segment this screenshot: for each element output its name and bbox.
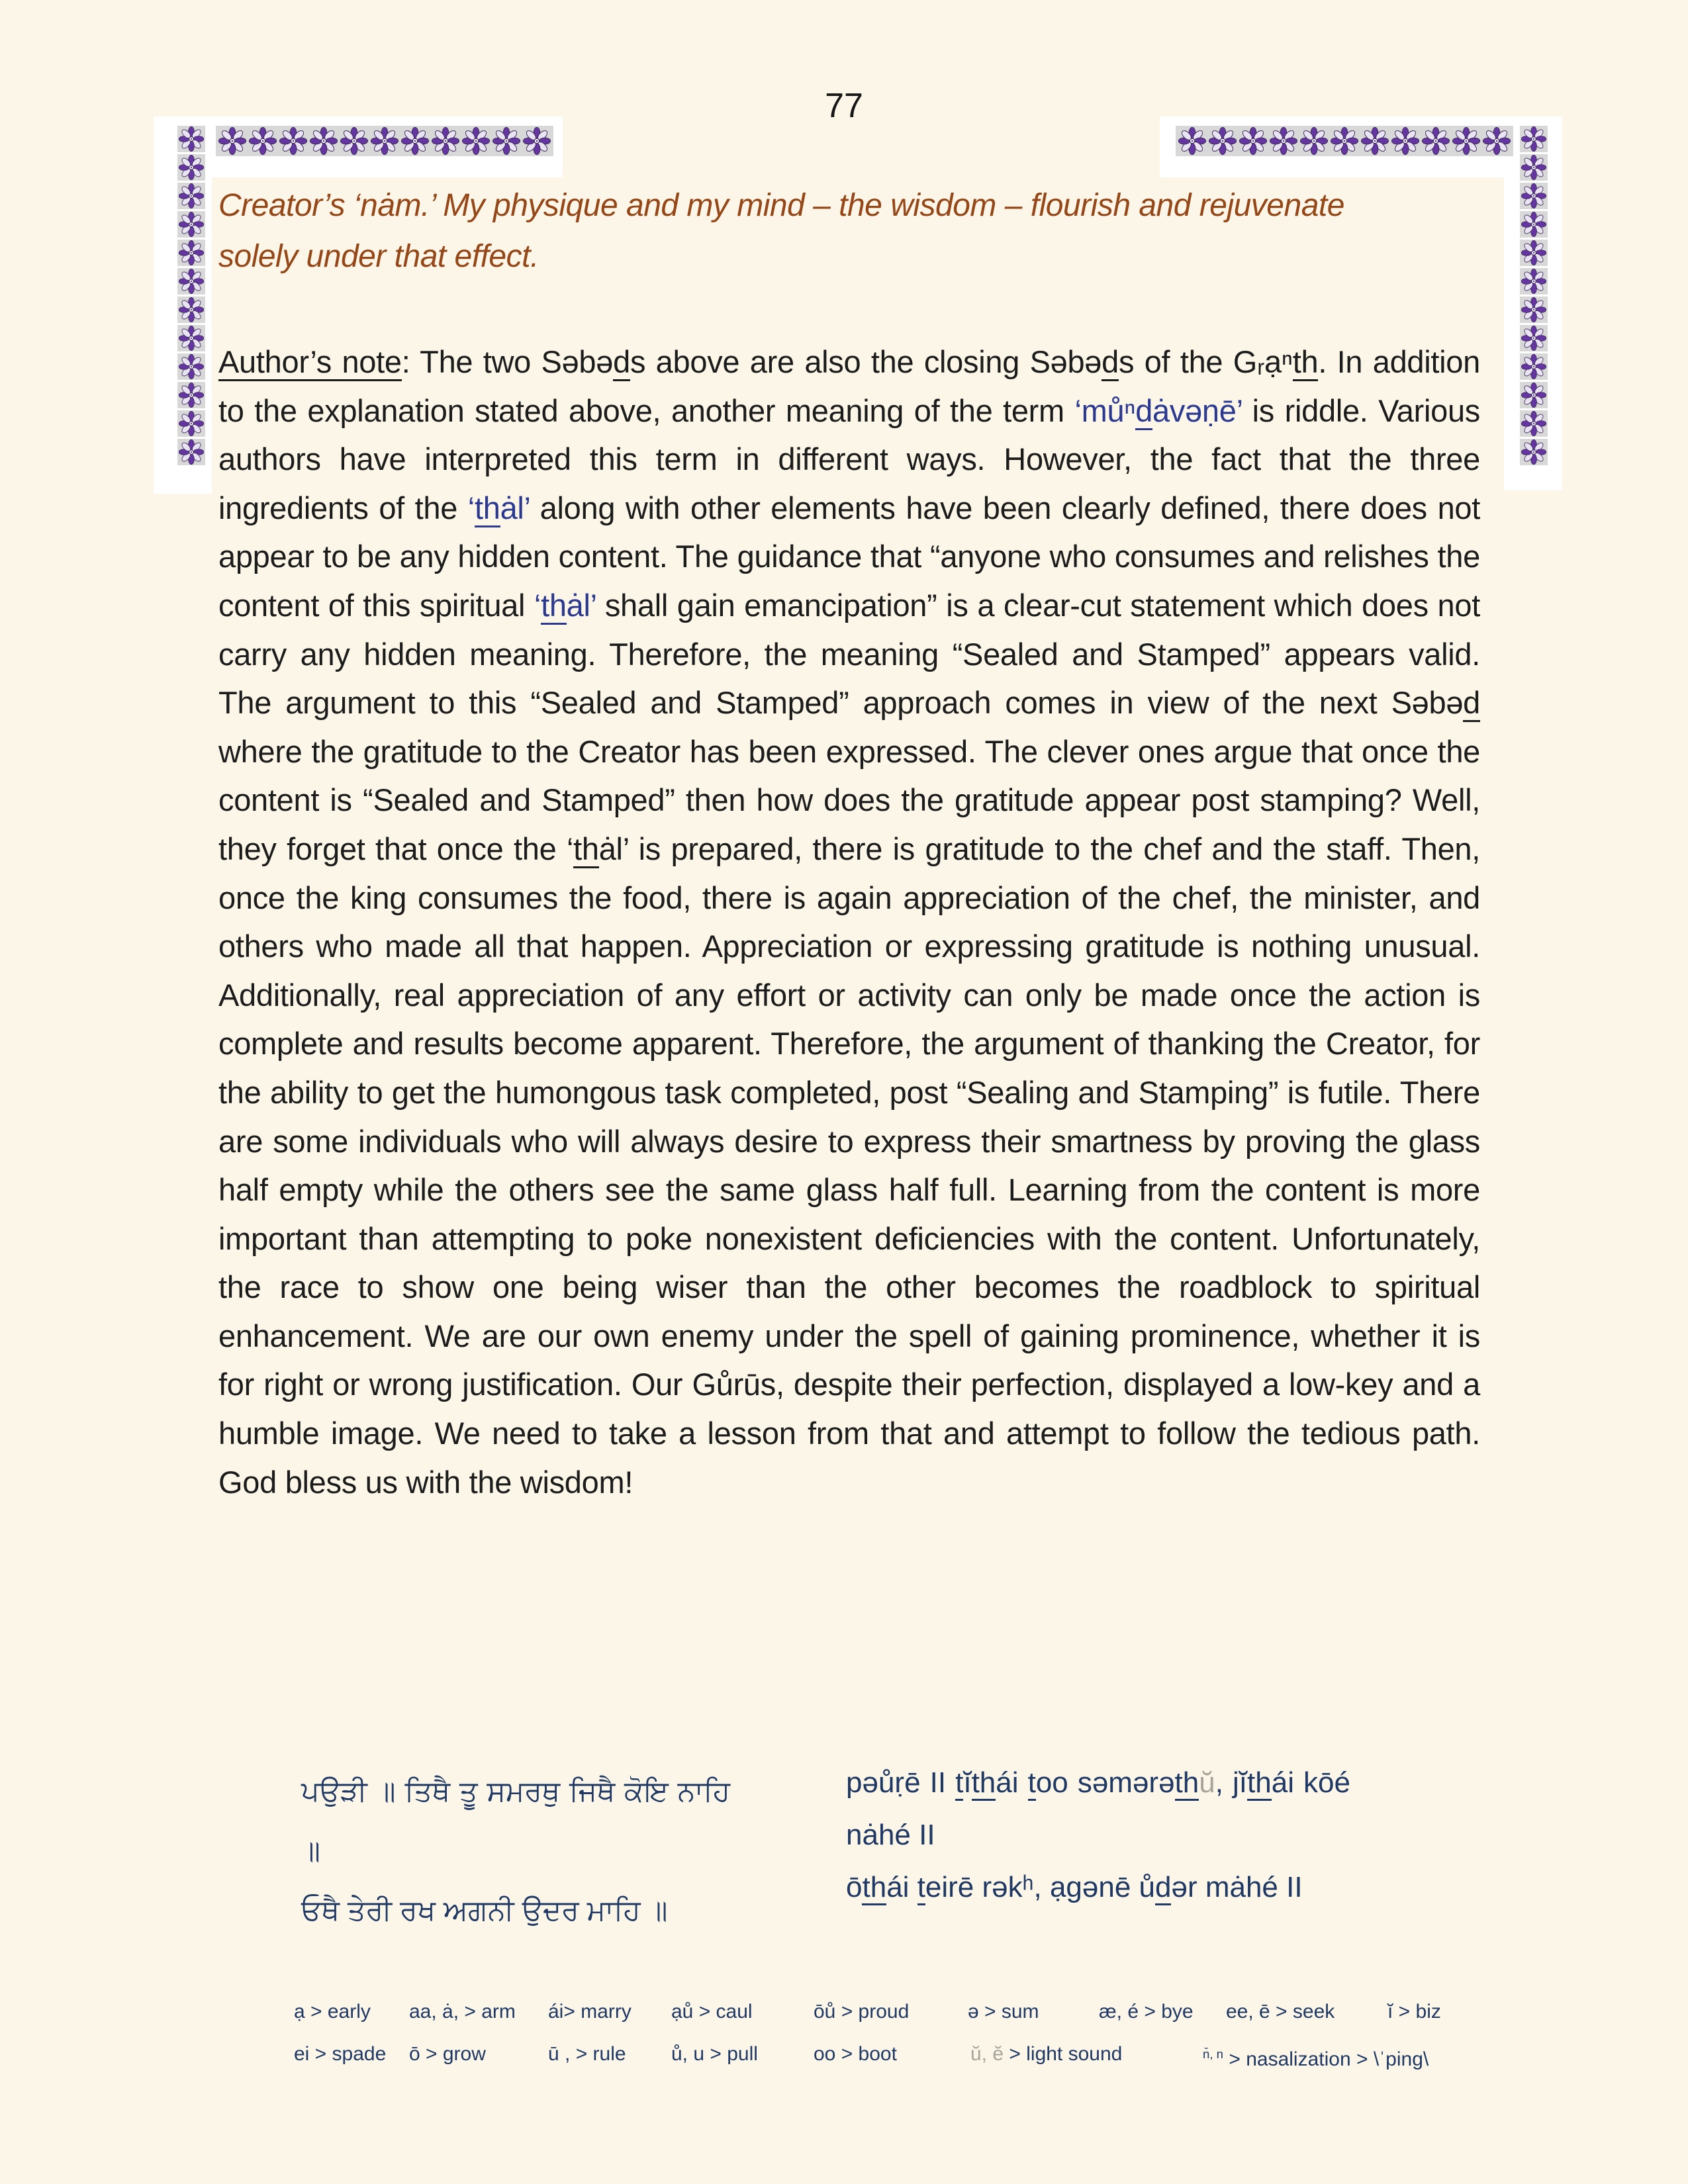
flower-ornament-icon <box>177 211 205 238</box>
floral-border-top-right-horizontal <box>1176 126 1513 156</box>
flower-ornament-icon <box>1481 126 1512 156</box>
text-run: n̆, n <box>1203 2047 1224 2061</box>
text-run: th <box>1293 344 1319 381</box>
text-run: ů, u > pull <box>671 2043 758 2065</box>
text-run: ȧl’ is prepared, there is gratitude to the chef and the staff. Then, once the king consumes the food, there is again appreciation of the chef, the minister, and others who made all that happen. Appreciation or expressing gratitude is nothing unusual. Additionally, real appreciation of any effort or activity can only be made once the action is complete and results become apparent. Therefore, the argument of thanking the Creator, for the ability to get the humongous task completed, post “Sealing and Stamping” is futile. There are some individuals who will always desire to express their smartness by proving the glass half empty while the others see the same glass half full. Learning from the content is more important than attempting to poke nonexistent deficiencies with the content. Unfortunately, the race to show one being wiser than the other becomes the roadblock to spiritual enhancement. We are our own enemy under the spell of gaining prominence, whether it is for right or wrong justification. Our Gůrūs, despite their perfection, displayed a low-key and a humble image. We need to take a lesson from that and attempt to follow the tedious path. God bless us with the wisdom! <box>218 831 1481 1500</box>
text-run: ȧl’ <box>566 587 596 623</box>
pronunciation-entry <box>814 1999 909 2025</box>
flower-ornament-icon <box>369 126 400 156</box>
flower-ornament-icon <box>1360 126 1390 156</box>
flower-ornament-icon <box>177 154 205 181</box>
text-run: is riddle. Various authors have interpreted this term in different ways. However, the fact that the three ingredients of the <box>218 392 1480 525</box>
text-run: th <box>862 1871 886 1905</box>
text-run: th <box>541 588 567 625</box>
flower-ornament-icon <box>177 126 205 152</box>
flower-ornament-icon <box>177 382 205 408</box>
text-run: ō > grow <box>409 2043 486 2065</box>
flower-ornament-icon <box>177 325 205 351</box>
text-run: t <box>1028 1766 1036 1801</box>
flower-ornament-icon <box>522 126 552 156</box>
pronunciation-entry <box>970 2041 1122 2068</box>
flower-ornament-icon <box>1299 126 1329 156</box>
text-run: d <box>1102 344 1119 381</box>
quote-line: solely under that effect. <box>218 239 539 274</box>
text-run: th <box>573 831 599 868</box>
flower-ornament-icon <box>177 296 205 323</box>
pronunciation-entry <box>671 1999 753 2025</box>
gurmukhi-column <box>301 1762 730 1940</box>
text-run: d <box>1463 685 1480 722</box>
flower-ornament-icon <box>461 126 491 156</box>
text-run: oo > boot <box>814 2043 897 2065</box>
flower-ornament-icon <box>1520 183 1548 209</box>
interpretation-quote <box>218 180 1484 282</box>
flower-ornament-icon <box>1520 296 1548 323</box>
text-run: ū , > rule <box>548 2043 626 2065</box>
pronunciation-entry <box>1226 1999 1335 2025</box>
pronunciation-entry <box>548 2041 626 2068</box>
text-run: ee, ē > seek <box>1226 2001 1335 2023</box>
text-run: ĭ <box>963 1766 972 1799</box>
flower-ornament-icon <box>1177 126 1207 156</box>
flower-ornament-icon <box>1520 154 1548 181</box>
flower-ornament-icon <box>1520 126 1548 152</box>
text-run: s of the Gᵣạⁿ <box>1118 344 1293 379</box>
text-run: ei > spade <box>294 2043 387 2065</box>
text-run: t <box>917 1871 925 1905</box>
flower-ornament-icon <box>177 268 205 295</box>
text-run: ōů > proud <box>814 2001 910 2023</box>
text-run: ái <box>886 1871 917 1903</box>
flower-ornament-icon <box>1520 240 1548 266</box>
text-run: d <box>1155 1871 1171 1905</box>
floral-border-left-vertical <box>177 126 205 465</box>
text-run: ái <box>996 1766 1028 1799</box>
text-run: th <box>475 490 500 527</box>
text-run: th <box>972 1766 996 1801</box>
text-run: aa, ȧ, > arm <box>409 2001 516 2023</box>
text-run: ạů > caul <box>671 2001 753 2023</box>
text-run: pəůṛē II <box>846 1766 956 1799</box>
pronunciation-entry <box>1099 1999 1194 2025</box>
text-run: shall gain emancipation” is a clear-cut statement which does not carry any hidden meaning. Therefore, the meaning “Sealed and Stamped” appears valid. The argument to this “Sealed and Stamped” approach comes in view of the next Səbə <box>218 587 1480 721</box>
floral-border-right-vertical <box>1520 126 1548 465</box>
text-run: along with other elements have been clearly defined, there does not appear to be any hidden content. The guidance that “anyone who consumes and relishes the content of this spiritual <box>218 490 1481 623</box>
text-run: eirē rəkʰ, ạgənē ů <box>925 1871 1155 1903</box>
flower-ornament-icon <box>308 126 339 156</box>
flower-ornament-icon <box>430 126 461 156</box>
text-run: ŭ, ĕ <box>970 2043 1004 2065</box>
pronunciation-entry <box>814 2041 897 2068</box>
text-run: ə > sum <box>968 2001 1039 2023</box>
flower-ornament-icon <box>177 183 205 209</box>
text-run: th <box>1175 1766 1199 1801</box>
flower-ornament-icon <box>1268 126 1299 156</box>
flower-ornament-icon <box>1390 126 1421 156</box>
text-run: ō <box>846 1871 863 1903</box>
transliteration-column <box>846 1756 1350 1913</box>
flower-ornament-icon <box>248 126 278 156</box>
transliteration-verse-1 <box>846 1756 1350 1861</box>
flower-ornament-icon <box>278 126 308 156</box>
flower-ornament-icon <box>1329 126 1360 156</box>
flower-ornament-icon <box>1520 211 1548 238</box>
pronunciation-entry <box>548 1999 632 2025</box>
flower-ornament-icon <box>1520 325 1548 351</box>
text-run: ‘můⁿ <box>1074 392 1136 428</box>
flower-ornament-icon <box>400 126 430 156</box>
gurmukhi-verse-2: ਓਥੈ ਤੇਰੀ ਰਖ ਅਗਨੀ ਉਦਰ ਮਾਹਿ ॥ <box>301 1895 668 1927</box>
transliteration-verse-2 <box>846 1861 1350 1913</box>
text-run: ĭ > biz <box>1387 2001 1441 2023</box>
text-run: d <box>613 344 630 381</box>
text-run: ái> marry <box>548 2001 632 2023</box>
text-run: d <box>1135 393 1152 430</box>
authors-note-paragraph <box>218 338 1480 1506</box>
flower-ornament-icon <box>491 126 522 156</box>
flower-ornament-icon <box>1451 126 1481 156</box>
flower-ornament-icon <box>1520 382 1548 408</box>
text-run: . In addition to the explanation stated above, another meaning of the term <box>218 344 1480 428</box>
pronunciation-entry <box>294 1999 371 2025</box>
flower-ornament-icon <box>177 439 205 465</box>
text-run: ȧl’ <box>500 490 530 525</box>
floral-border-top-left-horizontal <box>216 126 553 156</box>
text-run: ŭ <box>1199 1766 1215 1799</box>
page-number: 77 <box>825 87 863 125</box>
text-run: ‘ <box>467 490 475 525</box>
text-run: ‘ <box>534 587 541 623</box>
flower-ornament-icon <box>177 353 205 380</box>
flower-ornament-icon <box>1238 126 1268 156</box>
flower-ornament-icon <box>1520 410 1548 437</box>
flower-ornament-icon <box>1520 439 1548 465</box>
text-run: : The two Səbə <box>401 344 614 379</box>
text-run: where the gratitude to the Creator has been expressed. The clever ones argue that once the content is “Sealed and Stamped” then how does the gratitude appear post stamping? Well, they forget that once the ‘ <box>218 733 1480 866</box>
pronunciation-entry <box>409 2041 486 2068</box>
flower-ornament-icon <box>339 126 369 156</box>
text-run: Author’s note <box>218 344 402 381</box>
pronunciation-entry <box>409 1999 516 2025</box>
text-run: ạ > early <box>294 2001 371 2023</box>
pronunciation-entry <box>968 1999 1039 2025</box>
text-run: ái kōé nȧhé II <box>846 1766 1350 1851</box>
text-run: ȧvəṇē’ <box>1152 392 1243 428</box>
flower-ornament-icon <box>1421 126 1451 156</box>
text-run: æ, é > bye <box>1099 2001 1194 2023</box>
text-run: t <box>955 1766 963 1801</box>
flower-ornament-icon <box>1207 126 1238 156</box>
flower-ornament-icon <box>1520 353 1548 380</box>
text-run: th <box>1247 1766 1272 1801</box>
text-run: > nasalization > \ˈping\ <box>1223 2048 1429 2070</box>
pronunciation-entry <box>671 2041 758 2068</box>
pronunciation-entry <box>1203 2041 1429 2073</box>
pronunciation-entry <box>294 2041 386 2068</box>
quote-line: Creator’s ‘nȧm.’ My physique and my mind – the wisdom – flourish and rejuvenate <box>218 188 1344 223</box>
flower-ornament-icon <box>177 410 205 437</box>
flower-ornament-icon <box>177 240 205 266</box>
gurmukhi-verse-1: ਪਉੜੀ ॥ ਤਿਥੈ ਤੂ ਸਮਰਥੁ ਜਿਥੈ ਕੋਇ ਨਾਹਿ ॥ <box>301 1776 730 1867</box>
flower-ornament-icon <box>217 126 248 156</box>
pronunciation-entry <box>1387 1999 1441 2025</box>
text-run: , jĭ <box>1215 1766 1248 1799</box>
flower-ornament-icon <box>1520 268 1548 295</box>
text-run: > light sound <box>1004 2043 1123 2065</box>
text-run: oo səmərə <box>1035 1766 1175 1799</box>
text-run: s above are also the closing Səbə <box>630 344 1102 379</box>
text-run: ər mȧhé II <box>1171 1871 1303 1903</box>
